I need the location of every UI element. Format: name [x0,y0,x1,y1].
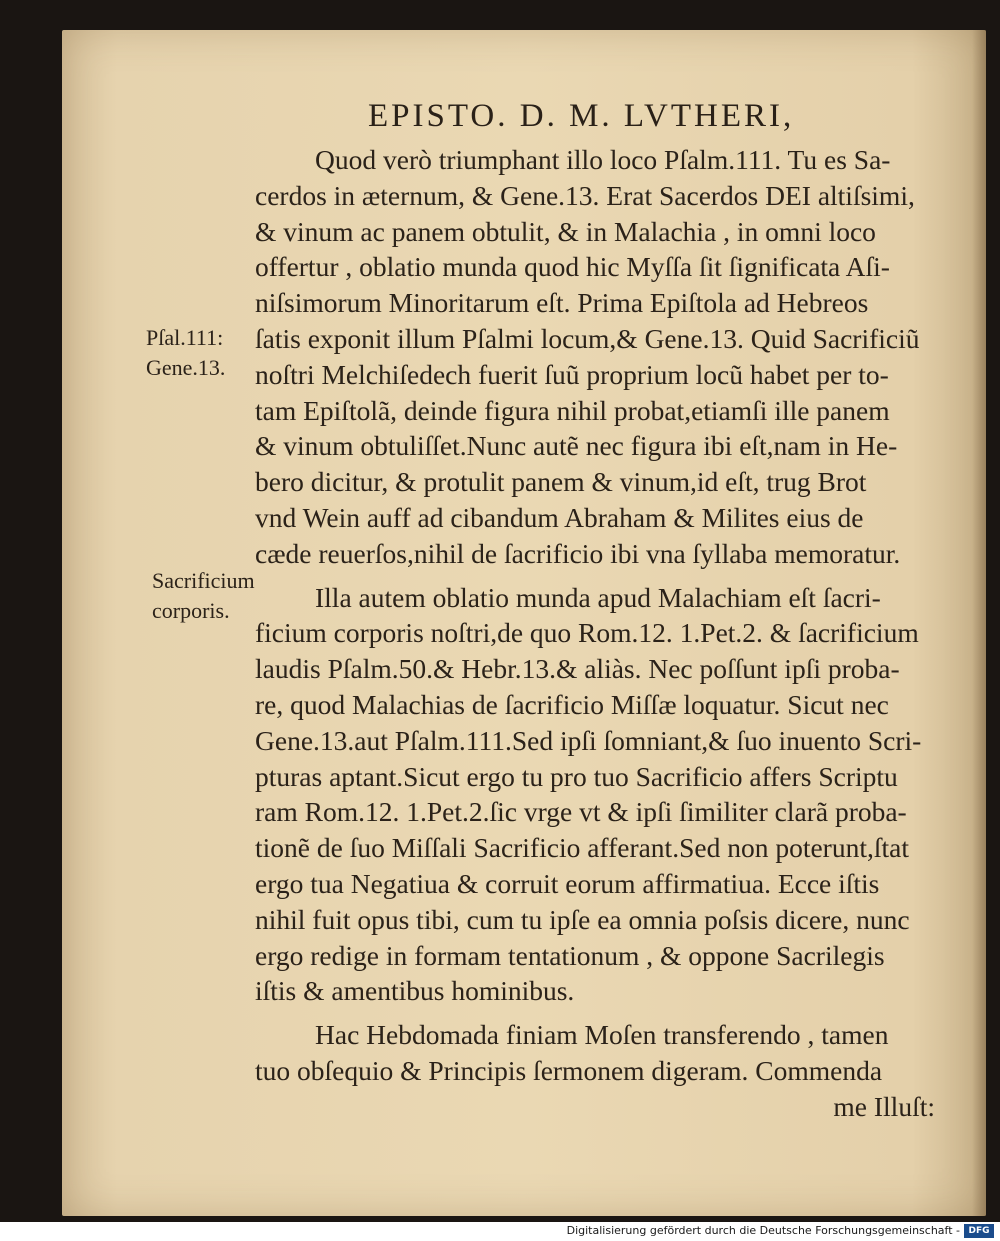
text-line: cæde reuerſos,nihil de ſacrificio ibi vna ſyllaba memoratur. [255,537,901,569]
text-line: Hac Hebdomada finiam Moſen transferendo , tamen [315,1019,889,1051]
text-line: iſtis & amentibus hominibus. [255,975,575,1007]
body-text [255,142,935,1125]
text-line: laudis Pſalm.50.& Hebr.13.& aliàs. Nec poſſunt ipſi proba- [255,653,900,685]
text-line: nihil fuit opus tibi, cum tu ipſe ea omnia poſsis dicere, nunc [255,903,910,935]
margin-note-corporis: corporis. [152,598,230,623]
text-line: ficium corporis noſtri,de quo Rom.12. 1.Pet.2. & ſacrificium [255,617,919,649]
text-line: ergo redige in formam tentationum , & oppone Sacrilegis [255,939,885,971]
text-line: ſatis exponit illum Pſalmi locum,& Gene.13. Quid Sacrificiũ [255,322,920,354]
text-line: Illa autem oblatio munda apud Malachiam eſt ſacri- [315,581,881,613]
dfg-logo: DFG [964,1224,994,1238]
text-line: vnd Wein auff ad cibandum Abraham & Milites eius de [255,501,864,533]
margin-note-psalm: Pſal.111: [146,325,224,350]
text-line: ram Rom.12. 1.Pet.2.ſic vrge vt & ipſi ſimiliter clarã proba- [255,796,907,828]
text-line: & vinum ac panem obtulit, & in Malachia , in omni loco [255,215,876,247]
text-line: tionẽ de ſuo Miſſali Sacrificio afferant.Sed non poterunt,ſtat [255,832,909,864]
page-edge-shadow [972,30,986,1216]
text-line: offertur , oblatio munda quod hic Myſſa ſit ſignificata Aſi- [255,251,890,283]
text-line: tam Epiſtolã, deinde figura nihil probat,etiamſi ille panem [255,394,890,426]
text-line: re, quod Malachias de ſacrificio Miſſæ loquatur. Sicut nec [255,688,889,720]
text-line: Quod verò triumphant illo loco Pſalm.111. Tu es Sa- [315,144,891,175]
text-line: Gene.13.aut Pſalm.111.Sed ipſi ſomniant,& ſuo inuento Scri- [255,724,922,756]
text-line: noſtri Melchiſedech fuerit ſuũ proprium locũ habet per to- [255,358,889,390]
footer-credit-text: Digitalisierung gefördert durch die Deutsche Forschungsgemeinschaft - [566,1224,960,1237]
text-line: bero dicitur, & protulit panem & vinum,id eſt, trug Brot [255,466,867,498]
text-line: pturas aptant.Sicut ergo tu pro tuo Sacrificio affers Scriptu [255,760,898,792]
running-header: EPISTO. D. M. LVTHERI, [368,98,795,134]
footer-bar [0,1222,1000,1241]
text-line: & vinum obtuliſſet.Nunc autẽ nec figura ibi eſt,nam in He- [255,430,898,462]
text-line: cerdos in æternum, & Gene.13. Erat Sacerdos DEI altiſsimi, [255,179,915,211]
margin-note-genesis: Gene.13. [146,355,226,380]
text-line: tuo obſequio & Principis ſermonem digeram. Commenda [255,1054,883,1086]
text-line: niſsimorum Minoritarum eſt. Prima Epiſtola ad Hebreos [255,287,869,319]
catchword-line: me Illuſt: [833,1090,935,1122]
margin-note-sacrificium: Sacrificium [152,568,255,593]
text-line: ergo tua Negatiua & corruit eorum affirmatiua. Ecce iſtis [255,867,880,899]
